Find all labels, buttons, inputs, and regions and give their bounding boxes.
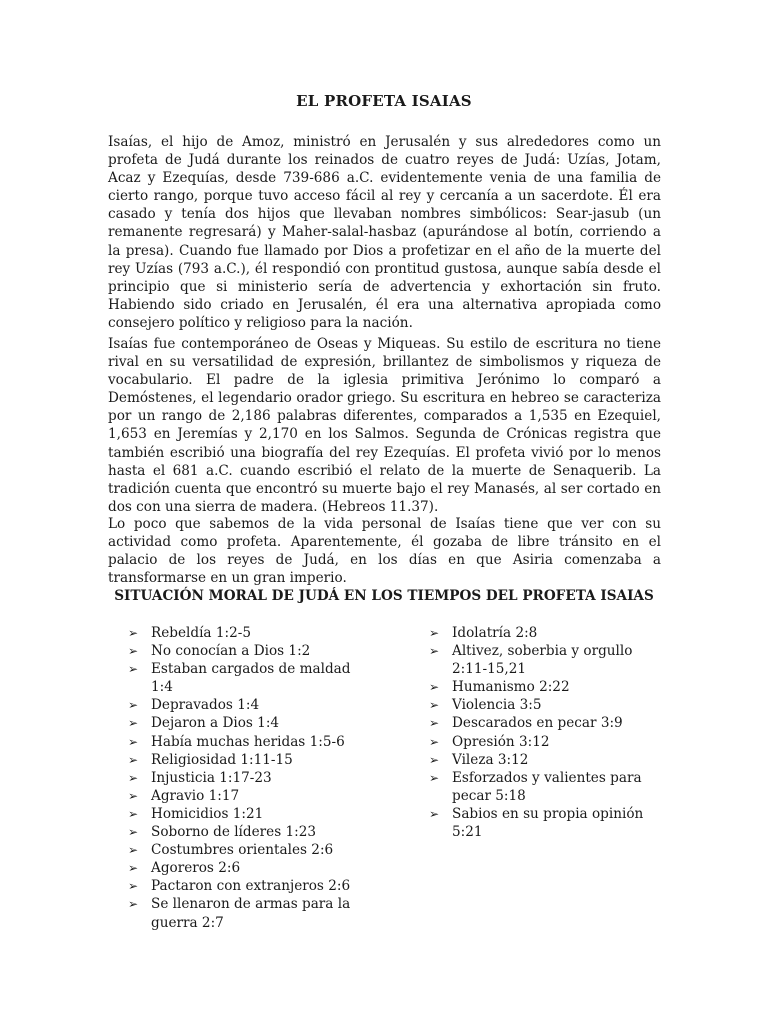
list-item-text: Descarados en pecar 3:9 bbox=[452, 715, 623, 732]
list-item-text: Costumbres orientales 2:6 bbox=[151, 842, 334, 859]
arrow-bullet-icon: ➢ bbox=[128, 698, 139, 713]
list-item bbox=[429, 624, 661, 642]
list-item-text: Agravio 1:17 bbox=[151, 787, 240, 804]
list-item-text: Estaban cargados de maldad 1:4 bbox=[151, 661, 351, 696]
arrow-bullet-icon: ➢ bbox=[128, 879, 139, 894]
arrow-bullet-icon: ➢ bbox=[128, 752, 139, 767]
list-item-text: Altivez, soberbia y orgullo 2:11-15,21 bbox=[452, 643, 633, 678]
list-item bbox=[128, 787, 358, 805]
list-item-text: Soborno de líderes 1:23 bbox=[151, 824, 317, 841]
list-item bbox=[128, 877, 358, 895]
list-item-text: Humanismo 2:22 bbox=[452, 679, 570, 696]
arrow-bullet-icon: ➢ bbox=[128, 626, 139, 640]
list-item-text: No conocían a Dios 1:2 bbox=[151, 643, 311, 660]
arrow-bullet-icon: ➢ bbox=[429, 770, 440, 785]
arrow-bullet-icon: ➢ bbox=[128, 644, 139, 659]
list-item bbox=[429, 678, 661, 696]
list-item-text: Vileza 3:12 bbox=[452, 751, 529, 768]
list-item-text: Violencia 3:5 bbox=[452, 697, 542, 714]
list-item bbox=[429, 642, 661, 678]
list-item-text: Dejaron a Dios 1:4 bbox=[151, 715, 280, 732]
arrow-bullet-icon: ➢ bbox=[128, 843, 139, 858]
list-item bbox=[128, 733, 358, 751]
list-item-text: Se llenaron de armas para la guerra 2:7 bbox=[151, 896, 351, 931]
arrow-bullet-icon: ➢ bbox=[429, 626, 440, 640]
paragraph-biography: Isaías, el hijo de Amoz, ministró en Jerusalén y sus alrededores como un profeta de Judá durante los reinados de cuatro reyes de Judá: Uzías, Jotam, Acaz y Ezequías, desde 739-686 a.C. evidentemente venia de una familia de cierto rango, porque tuvo acceso fácil al rey y cercanía a un sacerdote. Él era casado y tenía dos hijos que llevaban nombres simbólicos: Sear-jasub (un remanente regresará) y Maher-salal-hasbaz (apurándose al botín, corriendo a la presa). Cuando fue llamado por Dios a profetizar en el año de la muerte del rey Uzías (793 a.C.), él respondió con prontitud gustosa, aunque sabía desde el principio que si ministerio sería de advertencia y exhortación sin fruto. Habiendo sido criado en Jerusalén, él era una alternativa apropiada como consejero político y religioso para la nación. bbox=[108, 134, 661, 331]
arrow-bullet-icon: ➢ bbox=[429, 680, 440, 695]
list-item bbox=[128, 714, 358, 732]
moral-list-left bbox=[128, 624, 358, 932]
arrow-bullet-icon: ➢ bbox=[429, 806, 440, 821]
list-item-text: Sabios en su propia opinión 5:21 bbox=[452, 805, 644, 841]
list-item bbox=[429, 751, 661, 769]
list-item-text: Religiosidad 1:11-15 bbox=[151, 751, 293, 768]
list-item bbox=[128, 751, 358, 769]
document-title: EL PROFETA ISAIAS bbox=[296, 92, 472, 110]
list-item bbox=[128, 823, 358, 841]
section-subtitle: SITUACIÓN MORAL DE JUDÁ EN LOS TIEMPOS DEL PROFETA ISAIAS bbox=[114, 588, 654, 604]
arrow-bullet-icon: ➢ bbox=[128, 716, 139, 731]
arrow-bullet-icon: ➢ bbox=[429, 698, 440, 713]
paragraph-writing-style: Isaías fue contemporáneo de Oseas y Miqueas. Su estilo de escritura no tiene rival en su versatilidad de expresión, brillantez de simbolismos y riqueza de vocabulario. El padre de la iglesia primitiva Jerónimo lo comparó a Demóstenes, el legendario orador griego. Su escritura en hebreo se caracteriza por un rango de 2,186 palabras diferentes, comparados a 1,535 en Ezequiel, 1,653 en Jeremías y 2,170 en los Salmos. Segunda de Crónicas registra que también escribió una biografía del rey Ezequías. El profeta vivió por lo menos hasta el 681 a.C. cuando escribió el relato de la muerte de Senaquerib. La tradición cuenta que encontró su muerte bajo el rey Manasés, al ser cortado en dos con una sierra de madera. (Hebreos 11.37). bbox=[108, 336, 661, 515]
list-item-text: Homicidios 1:21 bbox=[151, 805, 264, 822]
arrow-bullet-icon: ➢ bbox=[128, 788, 139, 803]
list-item bbox=[429, 805, 661, 841]
arrow-bullet-icon: ➢ bbox=[128, 861, 139, 876]
list-item bbox=[128, 769, 358, 787]
list-item-text: Agoreros 2:6 bbox=[151, 860, 241, 877]
arrow-bullet-icon: ➢ bbox=[128, 662, 139, 677]
list-item bbox=[128, 859, 358, 877]
moral-list-right bbox=[429, 624, 661, 841]
list-item bbox=[128, 660, 358, 696]
list-item-text: Esforzados y valientes para pecar 5:18 bbox=[452, 769, 642, 804]
list-item bbox=[429, 714, 661, 732]
arrow-bullet-icon: ➢ bbox=[128, 770, 139, 785]
list-item-text: Había muchas heridas 1:5-6 bbox=[151, 733, 345, 750]
list-item-text: Opresión 3:12 bbox=[452, 733, 550, 750]
arrow-bullet-icon: ➢ bbox=[128, 897, 139, 912]
list-item bbox=[429, 769, 661, 805]
arrow-bullet-icon: ➢ bbox=[128, 825, 139, 840]
list-item bbox=[128, 841, 358, 859]
list-item-text: Rebeldía 1:2-5 bbox=[151, 625, 251, 641]
list-item bbox=[429, 733, 661, 751]
list-item bbox=[128, 805, 358, 823]
list-item-text: Idolatría 2:8 bbox=[452, 625, 538, 641]
arrow-bullet-icon: ➢ bbox=[429, 752, 440, 767]
list-item bbox=[128, 642, 358, 660]
list-item bbox=[128, 895, 358, 931]
list-item-text: Pactaron con extranjeros 2:6 bbox=[151, 878, 351, 895]
paragraph-personal-life: Lo poco que sabemos de la vida personal de Isaías tiene que ver con su actividad como profeta. Aparentemente, él gozaba de libre tránsito en el palacio de los reyes de Judá, en los días en que Asiria comenzaba a transformarse en un gran imperio. bbox=[108, 516, 661, 587]
arrow-bullet-icon: ➢ bbox=[128, 806, 139, 821]
list-item-text: Injusticia 1:17-23 bbox=[151, 769, 272, 786]
arrow-bullet-icon: ➢ bbox=[429, 734, 440, 749]
list-item-text: Depravados 1:4 bbox=[151, 697, 260, 714]
arrow-bullet-icon: ➢ bbox=[429, 716, 440, 731]
list-item bbox=[128, 696, 358, 714]
arrow-bullet-icon: ➢ bbox=[429, 644, 440, 659]
list-item bbox=[429, 696, 661, 714]
arrow-bullet-icon: ➢ bbox=[128, 734, 139, 749]
list-item bbox=[128, 624, 358, 642]
